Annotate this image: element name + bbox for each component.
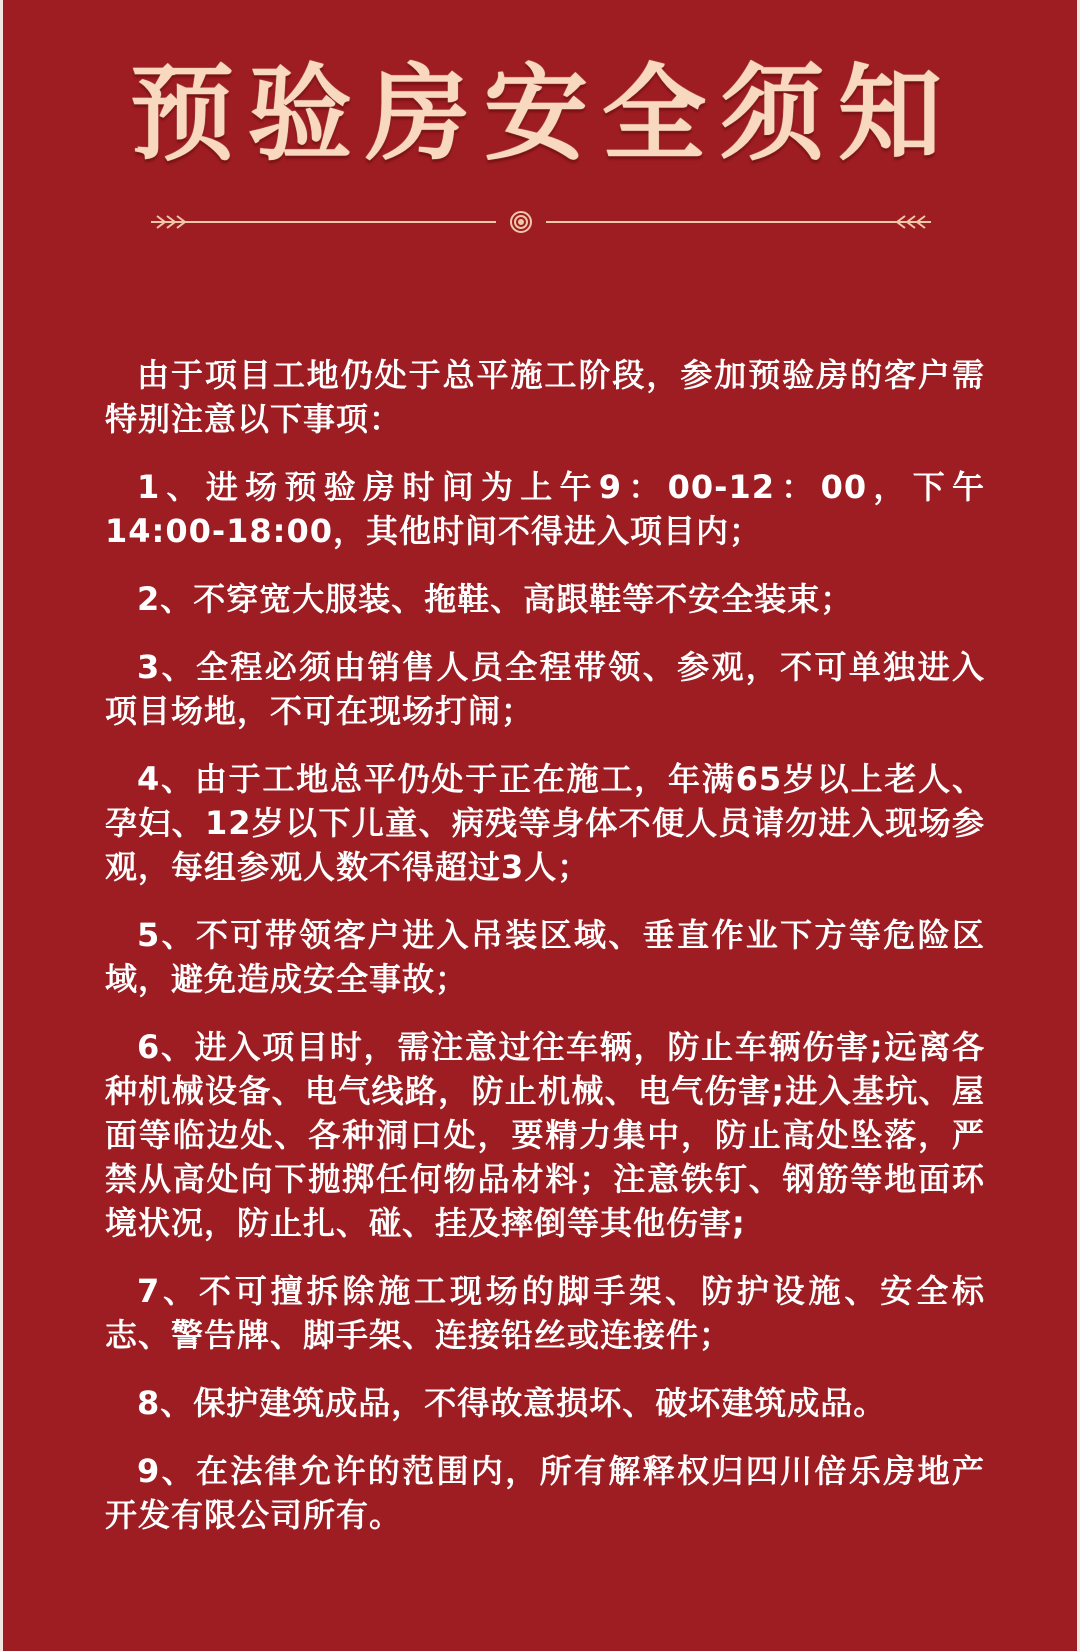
notice-item-3: 3、全程必须由销售人员全程带领、参观，不可单独进入项目场地，不可在现场打闹； [105,648,985,730]
notice-item-2: 2、不穿宽大服装、拖鞋、高跟鞋等不安全装束； [137,580,854,618]
notice-item-7: 7、不可擅拆除施工现场的脚手架、防护设施、安全标志、警告牌、脚手架、连接铅丝或连接件； [105,1272,985,1354]
notice-item-5: 5、不可带领客户进入吊装区域、垂直作业下方等危险区域，避免造成安全事故； [105,916,985,998]
notice-item-9: 9、在法律允许的范围内，所有解释权归四川倍乐房地产开发有限公司所有。 [105,1452,985,1534]
notice-item-8: 8、保护建筑成品，不得故意损坏、破坏建筑成品。 [137,1384,887,1422]
notice-item-4: 4、由于工地总平仍处于正在施工，年满65岁以上老人、孕妇、12岁以下儿童、病残等身体不便人员请勿进入现场参观，每组参观人数不得超过3人； [105,760,985,886]
notice-item-6: 6、进入项目时，需注意过往车辆，防止车辆伤害;远离各种机械设备、电气线路，防止机械、电气伤害;进入基坑、屋面等临边处、各种洞口处，要精力集中，防止高处坠落，严禁从高处向下抛掷任何物品材料；注意铁钉、钢筋等地面环境状况，防止扎、碰、挂及摔倒等其他伤害; [105,1028,985,1242]
notice-item-1: 1、进场预验房时间为上午9：00-12：00，下午14:00-18:00，其他时间不得进入项目内； [105,468,985,550]
ornament-divider [151,210,931,234]
page-title: 预验房安全须知 [129,52,956,175]
intro-paragraph: 由于项目工地仍处于总平施工阶段，参加预验房的客户需特别注意以下事项： [105,356,985,438]
notice-body [105,353,985,1561]
